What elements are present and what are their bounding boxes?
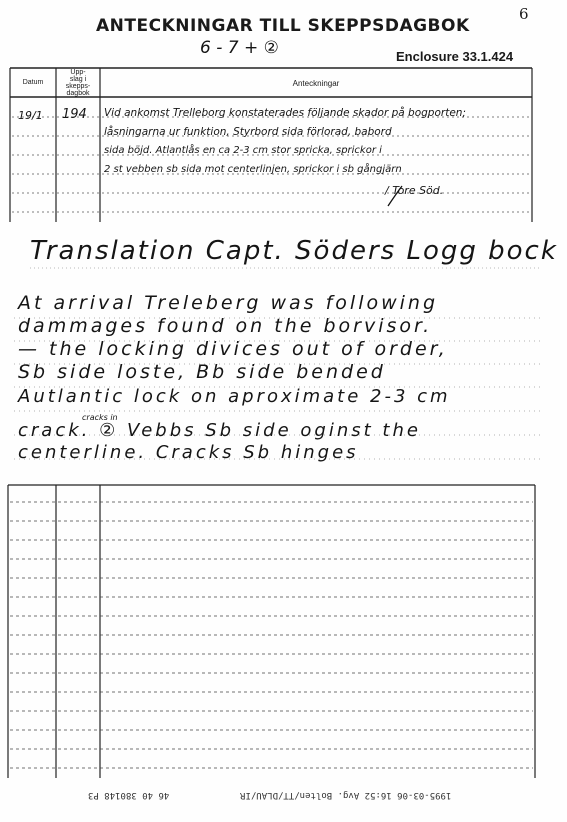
entry-line: låsningarna ur funktion, Styrbord sida förlorad, babord [104, 126, 392, 138]
document-title: ANTECKNINGAR TILL SKEPPSDAGBOK [96, 16, 470, 36]
header-watch-line: skepps- [65, 83, 91, 90]
translation-insert-note: cracks in [82, 413, 118, 422]
header-notes: Anteckningar [292, 79, 340, 88]
translation-line: — the locking divices out of order, [18, 338, 448, 360]
translation-line: dammages found on the borvisor. [18, 315, 433, 337]
translation-title: Translation Capt. Söders Logg bock [30, 236, 558, 266]
translation-line: At arrival Treleberg was following [18, 292, 439, 314]
entry-date: 19/1 [18, 109, 43, 122]
page-number: 6 [519, 5, 529, 23]
translation-line: crack. ② Vebbs Sb side oginst the [18, 420, 421, 441]
entry-line: sida böjd. Atlantlås en ca 2-3 cm stor spricka, sprickor i [104, 145, 382, 156]
entry-signature: / Tore Söd. [385, 184, 444, 197]
entry-line: 2 st vebben sb sida mot centerlinjen, sprickor i sb gångjärn [104, 164, 402, 175]
entry-ref: 194 [62, 107, 87, 122]
header-watch-line: slag i [69, 76, 87, 83]
header-date: Datum [22, 79, 44, 86]
header-watch-line: Upp- [70, 69, 86, 76]
handwritten-title-note: 6 - 7 + ② [200, 38, 279, 58]
header-watch-line: dagbok [66, 90, 90, 97]
fax-header-left: 1995-03-06 16:52 Avg. Bolten/TT/DLAU/IR [240, 790, 452, 800]
translation-line: Autlantic lock on aproximate 2-3 cm [18, 386, 451, 407]
fax-header-right: 46 40 380148 P3 [88, 790, 170, 800]
entry-line: Vid ankomst Trelleborg konstaterades följande skador på bogporten; [104, 107, 466, 119]
enclosure-label: Enclosure 33.1.424 [396, 49, 514, 64]
translation-line: centerline. Cracks Sb hinges [18, 442, 359, 463]
header-watch [58, 69, 98, 97]
translation-line: Sb side loste, Bb side bended [18, 361, 386, 383]
